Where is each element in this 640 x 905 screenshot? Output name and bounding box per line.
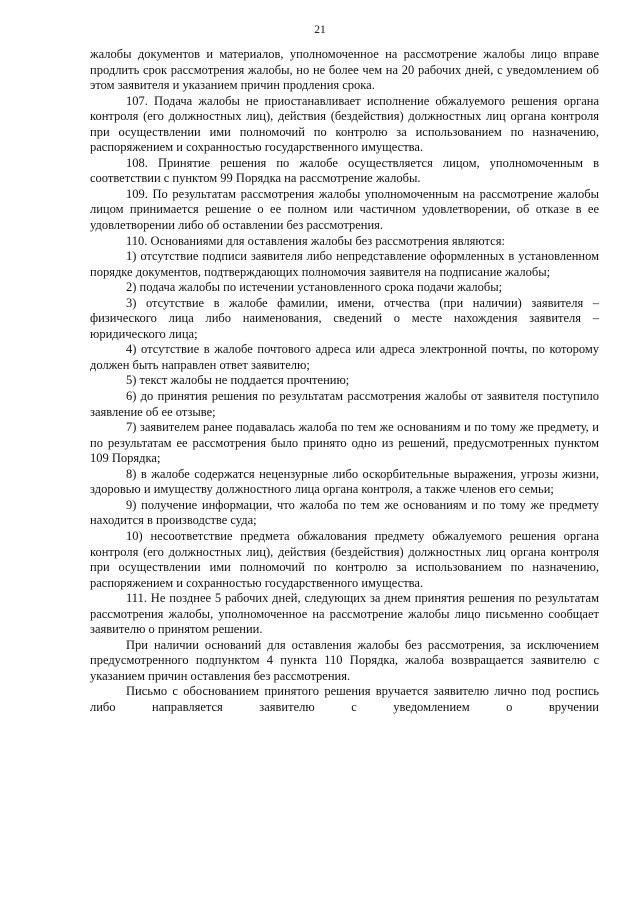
document-body [90, 47, 599, 716]
list-item-6: 6) до принятия решения по результатам рассмотрения жалобы от заявителя поступило заявление об ее отзыве; [90, 389, 599, 419]
paragraph-111: 111. Не позднее 5 рабочих дней, следующих за днем принятия решения по результатам рассмотрения жалобы, уполномоченное на рассмотрение жалобы лицо письменно сообщает заявителю о принятом решении. [90, 591, 599, 637]
paragraph-109: 109. По результатам рассмотрения жалобы уполномоченным на рассмотрение жалобы лицом принимается решение о ее полном или частичном удовлетворении, об отказе в ее удовлетворении либо об оставлении без рассмотрения. [90, 186, 599, 233]
list-item-4: 4) отсутствие в жалобе почтового адреса или адреса электронной почты, по которому должен быть направлен ответ заявителю; [90, 342, 599, 372]
paragraph-108: 108. Принятие решения по жалобе осуществляется лицом, уполномоченным в соответствии с пунктом 99 Порядка на рассмотрение жалобы. [90, 155, 599, 186]
page-number: 21 [314, 24, 326, 36]
paragraph-continuation: жалобы документов и материалов, уполномоченное на рассмотрение жалобы лицо вправе продлить срок рассмотрения жалобы, но не более чем на 20 рабочих дней, с уведомлением об этом заявителя и указанием причин продления срока. [90, 47, 599, 93]
list-item-1: 1) отсутствие подписи заявителя либо непредставление оформленных в установленном порядке документов, подтверждающих полномочия заявителя на подписание жалобы; [90, 249, 599, 279]
list-item-10: 10) несоответствие предмета обжалования предмету обжалуемого решения органа контроля (его должностных лиц), действия (бездействия) должностных лиц органа контроля при осуществлении ими полномочий по контролю за использованием по назначению, распоряжением и сохранностью государственного имущества. [90, 528, 599, 590]
paragraph-letter: Письмо с обоснованием принятого решения вручается заявителю лично под роспись либо направляется заявителю с уведомлением о вручении [90, 684, 599, 714]
paragraph-return: При наличии оснований для оставления жалобы без рассмотрения, за исключением предусмотренного подпунктом 4 пункта 110 Порядка, жалоба возвращается заявителю с указанием причин оставления без рассмотрения. [90, 637, 599, 683]
list-item-9: 9) получение информации, что жалоба по тем же основаниям и по тому же предмету находится в производстве суда; [90, 497, 599, 528]
list-item-3: 3) отсутствие в жалобе фамилии, имени, отчества (при наличии) заявителя – физического лица либо наименования, сведений о месте нахождения заявителя – юридического лица; [90, 295, 599, 341]
list-item-8: 8) в жалобе содержатся нецензурные либо оскорбительные выражения, угрозы жизни, здоровью и имуществу должностного лица органа контроля, а также членов его семьи; [90, 466, 599, 497]
list-item-7: 7) заявителем ранее подавалась жалоба по тем же основаниям и по тому же предмету, и по результатам ее рассмотрения было принято одно из решений, предусмотренных пунктом 109 Порядка; [90, 420, 599, 466]
list-item-5: 5) текст жалобы не поддается прочтению; [126, 373, 350, 388]
paragraph-107: 107. Подача жалобы не приостанавливает исполнение обжалуемого решения органа контроля (его должностных лиц), действия (бездействия) должностных лиц органа контроля при осуществлении ими полномочий по контролю за использованием по назначению, распоряжением и сохранностью государственного имущества. [90, 93, 599, 155]
list-item-2: 2) подача жалобы по истечении установленного срока подачи жалобы; [126, 280, 503, 295]
paragraph-110: 110. Основаниями для оставления жалобы без рассмотрения являются: [126, 233, 505, 248]
